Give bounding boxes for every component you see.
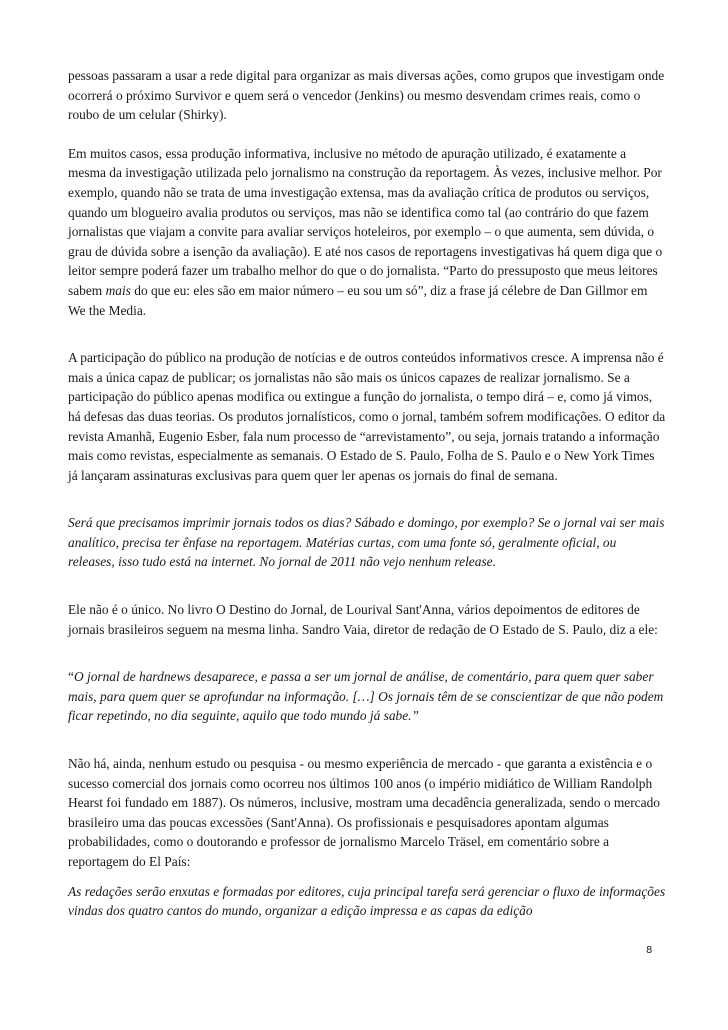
paragraph: A participação do público na produção de notícias e de outros conteúdos informativos cresce. A imprensa não é mais a única capaz de publicar; os jornalistas não são mais os únicos capazes de realizar jornalismo. Se a participação do público apenas modifica ou extingue a função do jornalista, o tempo dirá – e, como já vimos, há defesas das duas teorias. Os produtos jornalísticos, como o jornal, também sofrem modificações. O editor da revista Amanhã, Eugenio Esber, fala num processo de “arrevistamento”, ou seja, jornais tratando a informação mais como revistas, especialmente as semanais. O Estado de S. Paulo, Folha de S. Paulo e o New York Times já lançaram assinaturas exclusivas para quem quer ler apenas os jornais do final de semana. [68, 350, 666, 483]
paragraph-text: do que eu: eles são em maior número – eu sou um só”, diz a frase já célebre de Dan Gillmor em We the Media. [68, 282, 648, 318]
block-quote: Será que precisamos imprimir jornais todos os dias? Sábado e domingo, por exemplo? Se o jornal vai ser mais analítico, precisa ter ênfase na reportagem. Matérias curtas, com uma fonte só, geralmente oficial, ou releases, isso tudo está na internet. No jornal de 2011 não vejo nenhum release. [68, 515, 665, 570]
quote-text: O jornal de hardnews desaparece, e passa a ser um jornal de análise, de comentário, para quem quer saber mais, para quem quer se aprofundar na informação. […] Os jornais têm de se conscientizar de que não podem ficar repetindo, no dia seguinte, aquilo que todo mundo já sabe.” [68, 669, 664, 724]
block-quote: As redações serão enxutas e formadas por editores, cuja principal tarefa será gerenciar o fluxo de informações vindas dos quatro cantos do mundo, organizar a edição impressa e as capas da edição [68, 883, 666, 919]
body-text [68, 66, 666, 921]
paragraph: Ele não é o único. No livro O Destino do Jornal, de Lourival Sant'Anna, vários depoimentos de editores de jornais brasileiros seguem na mesma linha. Sandro Vaia, diretor de redação de O Estado de S. Paulo, diz a ele: [68, 602, 658, 637]
paragraph [68, 144, 666, 320]
paragraph: Não há, ainda, nenhum estudo ou pesquisa - ou mesmo experiência de mercado - que garanta a existência e o sucesso comercial dos jornais como ocorreu nos últimos 100 anos (o império midiático de William Randolph Hearst foi fundado em 1887). Os números, inclusive, mostram uma decadência generalizada, sendo o mercado brasileiro uma das poucas excessões (Sant'Anna). Os profissionais e pesquisadores apontam algumas probabilidades, como o doutorando e professor de jornalismo Marcelo Träsel, em comentário sobre a reportagem do El País: [68, 756, 660, 869]
emphasis-text: mais [105, 282, 131, 298]
quote-mark: “ [68, 669, 74, 685]
block-quote [68, 667, 666, 726]
paragraph: pessoas passaram a usar a rede digital para organizar as mais diversas ações, como grupos que investigam onde ocorrerá o próximo Survivor e quem será o vencedor (Jenkins) ou mesmo desvendam crimes reais, como o roubo de um celular (Shirky). [68, 68, 665, 123]
paragraph-text: Em muitos casos, essa produção informativa, inclusive no método de apuração utilizado, é exatamente a mesma da investigação utilizada pelo jornalismo na construção da reportagem. Às vezes, inclusive melhor. Por exemplo, quando não se trata de uma investigação extensa, mas da avaliação crítica de produtos ou serviços, quando um blogueiro avalia produtos ou serviços, mas não se identifica como tal (ao contrário do que fazem jornalistas que viajam a convite para avaliar serviços hoteleiros, por exemplo – o que aumenta, sem dúvida, o grau de dúvida sobre a isenção da avaliação). E até nos casos de reportagens investigativas há quem diga que o leitor sempre poderá fazer um trabalho melhor do que o do jornalista. “Parto do pressuposto que meus leitores sabem [68, 145, 663, 298]
page-number: 8 [646, 945, 653, 956]
